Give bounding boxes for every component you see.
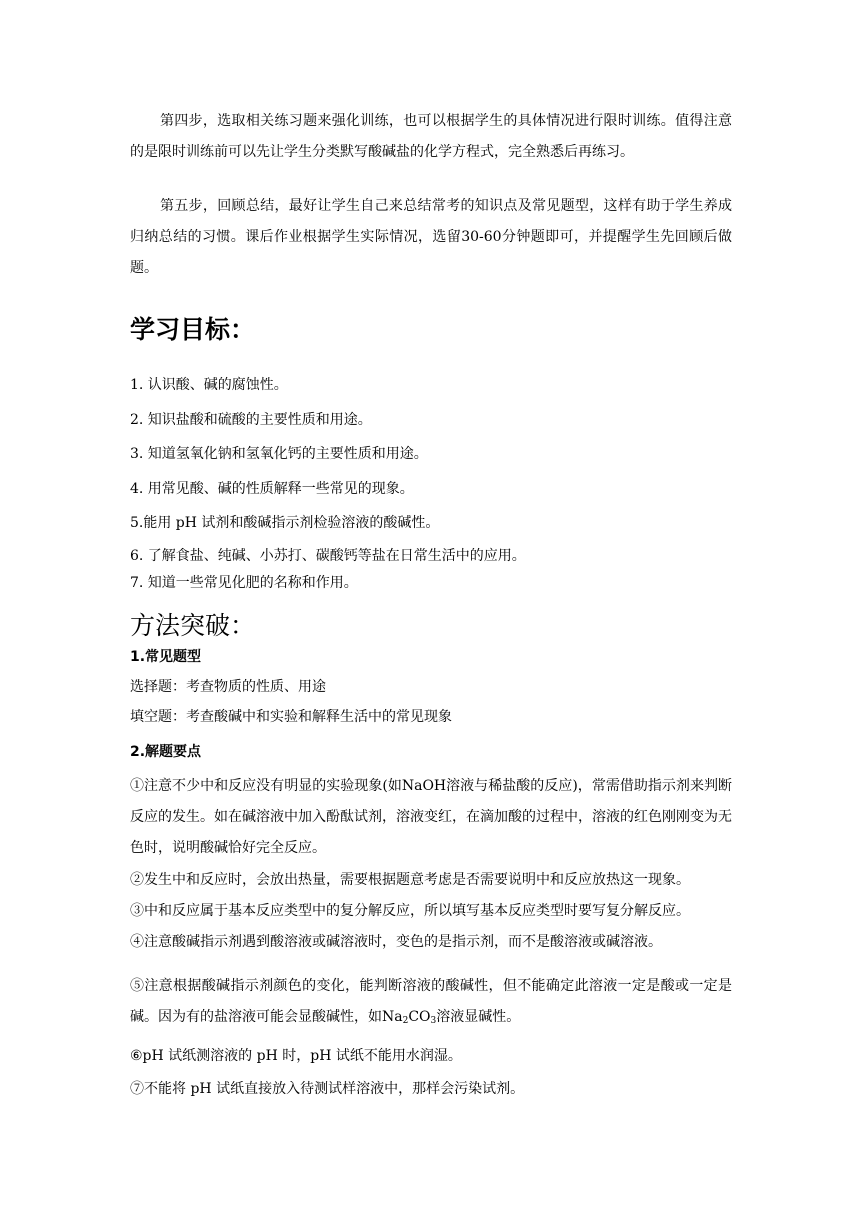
key-point-3: ③中和反应属于基本反应类型中的复分解反应，所以填写基本反应类型时要写复分解反应。 <box>130 903 690 919</box>
key-point-2: ②发生中和反应时，会放出热量，需要根据题意考虑是否需要说明中和反应放热这一现象。 <box>130 872 690 888</box>
question-type-item: 填空题：考查酸碱中和实验和解释生活中的常见现象 <box>130 709 452 725</box>
key-point-5-text: ⑤注意根据酸碱指示剂颜色的变化，能判断溶液的酸碱性，但不能确定此溶液一定是酸或一定是碱。因为有的盐溶液可能会显酸碱性，如 <box>130 978 732 1025</box>
key-point-5-end: 溶液显碱性。 <box>436 1009 521 1025</box>
objective-item: 5.能用 pH 试剂和酸碱指示剂检验溶液的酸碱性。 <box>130 515 440 531</box>
question-type-item: 选择题：考查物质的性质、用途 <box>130 679 326 695</box>
objective-item: 3. 知道氢氧化钠和氢氧化钙的主要性质和用途。 <box>130 446 428 462</box>
objective-item: 4. 用常见酸、碱的性质解释一些常见的现象。 <box>130 481 414 497</box>
key-point-7: ⑦不能将 pH 试纸直接放入待测试样溶液中，那样会污染试剂。 <box>130 1081 525 1097</box>
objective-item: 2. 知识盐酸和硫酸的主要性质和用途。 <box>130 412 372 428</box>
question-types-heading: 1.常见题型 <box>130 649 202 665</box>
objective-item: 7. 知道一些常见化肥的名称和作用。 <box>130 575 358 591</box>
formula-sub-3: 3 <box>430 1016 437 1026</box>
key-point-4: ④注意酸碱指示剂遇到酸溶液或碱溶液时，变色的是指示剂，而不是酸溶液或碱溶液。 <box>130 934 662 950</box>
objective-item: 1. 认识酸、碱的腐蚀性。 <box>130 377 288 393</box>
step4-paragraph: 第四步，选取相关练习题来强化训练，也可以根据学生的具体情况进行限时训练。值得注意的是限时训练前可以先让学生分类默写酸碱盐的化学方程式，完全熟悉后再练习。 <box>130 113 732 160</box>
methods-heading: 方法突破： <box>130 611 256 640</box>
key-point-6: ⑥pH 试纸测溶液的 pH 时，pH 试纸不能用水润湿。 <box>130 1048 462 1064</box>
objective-item: 6. 了解食盐、纯碱、小苏打、碳酸钙等盐在日常生活中的应用。 <box>130 548 526 564</box>
step5-paragraph: 第五步，回顾总结，最好让学生自己来总结常考的知识点及常见题型，这样有助于学生养成归纳总结的习惯。课后作业根据学生实际情况，选留30-60分钟题即可，并提醒学生先回顾后做题。 <box>130 198 732 276</box>
formula-co: CO <box>408 1009 431 1025</box>
formula-na: Na <box>382 1009 403 1025</box>
key-point-5 <box>130 971 732 1037</box>
key-point-1: ①注意不少中和反应没有明显的实验现象(如NaOH溶液与稀盐酸的反应)，常需借助指示剂来判断反应的发生。如在碱溶液中加入酚酞试剂，溶液变红，在滴加酸的过程中，溶液的红色刚刚变为无色时，说明酸碱恰好完全反应。 <box>130 778 732 856</box>
objectives-heading: 学习目标： <box>130 315 256 344</box>
formula-sub-2: 2 <box>402 1016 409 1026</box>
key-points-heading: 2.解题要点 <box>130 744 202 760</box>
